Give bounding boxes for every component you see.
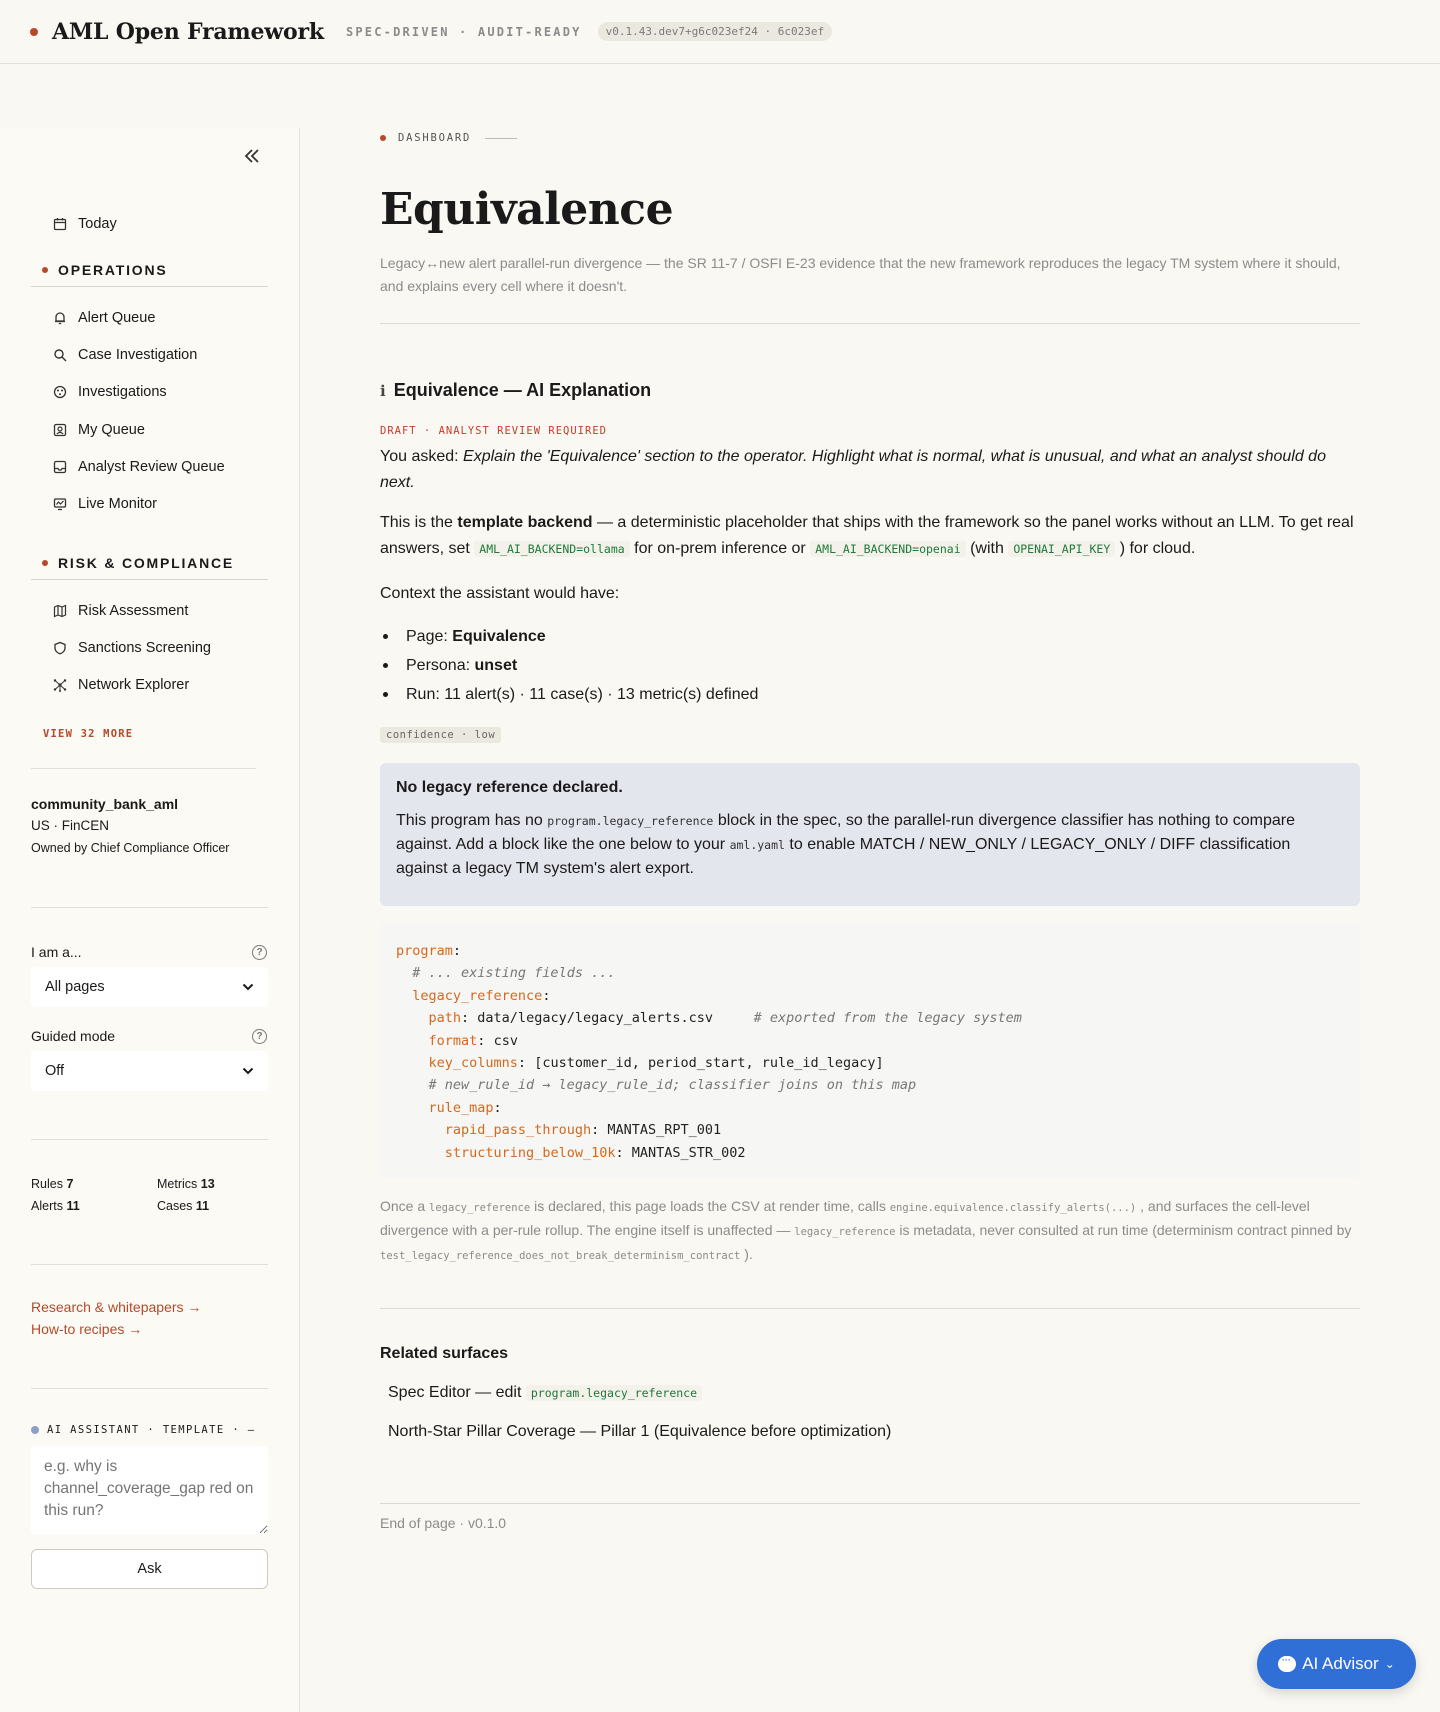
breadcrumb-label[interactable]: DASHBOARD xyxy=(398,132,472,144)
top-bar xyxy=(0,0,1440,64)
divider xyxy=(31,768,256,769)
bullet-label: Page: xyxy=(406,627,448,645)
ai-assistant-header xyxy=(31,1424,255,1436)
sidebar-item-label: My Queue xyxy=(78,422,145,438)
notice-title: No legacy reference declared. xyxy=(396,779,623,796)
bell-icon xyxy=(52,310,68,326)
footnote: Once a legacy_reference is declared, this page loads the CSV at render time, calls engine.equivalence.classify_alerts(...) , and surfaces the cell-level divergence with a per-rule rollup. The engine itself is unaffected — legacy_reference is metadata, never consulted at run time (determinism contract pinned by test_legacy_reference_does_not_break_determinism_contract ). xyxy=(380,1198,1352,1262)
asked-prefix: You asked: xyxy=(380,448,459,465)
sidebar-item-label: Analyst Review Queue xyxy=(78,459,225,475)
sidebar-item-label: Investigations xyxy=(78,384,167,400)
stat-cases xyxy=(157,1199,209,1213)
p-text: — a deterministic placeholder that ships with the framework so the panel works without an LLM. To get real answers, set xyxy=(380,514,1354,557)
list-item xyxy=(380,651,1360,680)
breadcrumb xyxy=(380,132,517,144)
guided-mode-label: Guided mode xyxy=(31,1028,116,1044)
calendar-icon xyxy=(52,216,68,232)
sidebar-item-label: Sanctions Screening xyxy=(78,640,211,656)
guided-mode-select[interactable] xyxy=(31,1051,268,1091)
inline-code: program.legacy_reference xyxy=(526,1385,702,1401)
divider xyxy=(380,1308,1360,1309)
notice-body xyxy=(396,809,1344,881)
list-item xyxy=(380,622,1360,651)
section-dot xyxy=(42,267,48,273)
search-icon xyxy=(52,347,68,363)
p-text: for on-prem inference or xyxy=(634,540,806,557)
inline-code: test_legacy_reference_does_not_break_determinism_contract xyxy=(380,1250,741,1262)
inline-code: aml.yaml xyxy=(729,838,785,852)
context-label: Context the assistant would have: xyxy=(380,585,620,602)
ai-explanation-title-text: Equivalence — AI Explanation xyxy=(393,380,652,400)
sidebar-item-label: Case Investigation xyxy=(78,347,198,363)
divider xyxy=(31,1264,268,1265)
page-subtitle: Legacy↔new alert parallel-run divergence — the SR 11-7 / OSFI E-23 evidence that the new framework reproduces the legacy TM system where it should, and explains every cell where it doesn't. xyxy=(380,255,1341,294)
chat-bubble-icon xyxy=(1278,1656,1296,1672)
inline-code: engine.equivalence.classify_alerts(...) xyxy=(889,1202,1137,1214)
org-name: community_bank_aml xyxy=(31,796,179,812)
network-icon xyxy=(52,677,68,693)
org-region: US · FinCEN xyxy=(31,818,110,833)
yaml-code-block: program: # ... existing fields ... legacy_reference: path: data/legacy/legacy_alerts.csv # exported from the legacy system format: csv key_columns: [customer_id, period_start, rule_id_legacy] # new_rule_id → legacy_rule_id; classifier joins on this map rule_map: rapid_pass_through: MANTAS_RPT_001 structuring_below_10k: MANTAS_STR_002 xyxy=(380,924,1360,1178)
sidebar xyxy=(0,128,300,1712)
stat-value: 11 xyxy=(195,1199,210,1213)
p-text: (with xyxy=(970,540,1004,557)
stat-label: Metrics xyxy=(157,1177,198,1191)
related-spec-editor-link[interactable]: Spec Editor — edit program.legacy_reference xyxy=(388,1384,702,1402)
persona-select[interactable] xyxy=(31,967,268,1007)
brand-title[interactable]: AML Open Framework xyxy=(52,18,324,45)
p-text: This program has no xyxy=(396,812,543,829)
ai-question-input[interactable] xyxy=(31,1446,268,1534)
ai-advisor-button[interactable] xyxy=(1257,1639,1416,1689)
section-title: OPERATIONS xyxy=(58,262,168,278)
ask-button[interactable]: Ask xyxy=(31,1549,268,1589)
chevron-down-icon xyxy=(242,979,254,995)
sidebar-item-analyst-review-queue[interactable] xyxy=(52,455,225,479)
sidebar-item-alert-queue[interactable] xyxy=(52,306,155,330)
divider xyxy=(31,1139,268,1140)
divider xyxy=(380,1503,1360,1504)
cog-icon xyxy=(52,384,68,400)
section-risk-compliance xyxy=(42,555,234,571)
sidebar-item-today[interactable] xyxy=(52,212,117,236)
context-list xyxy=(380,622,1360,709)
inline-code: AML_AI_BACKEND=openai xyxy=(810,541,965,557)
stat-label: Rules xyxy=(31,1177,63,1191)
related-pillar-coverage-link[interactable]: North-Star Pillar Coverage — Pillar 1 (Equivalence before optimization) xyxy=(388,1423,892,1440)
p-strong: template backend xyxy=(457,514,593,531)
asked-question: Explain the 'Equivalence' section to the operator. Highlight what is normal, what is unusual, and what an analyst should do next. xyxy=(380,448,1326,491)
section-divider xyxy=(31,579,268,580)
monitor-icon xyxy=(52,496,68,512)
inbox-icon xyxy=(52,459,68,475)
map-icon xyxy=(52,603,68,619)
sidebar-item-sanctions-screening[interactable] xyxy=(52,636,211,660)
bullet-value: Run: 11 alert(s) · 11 case(s) · 13 metric(s) defined xyxy=(406,685,759,703)
section-dot xyxy=(42,560,48,566)
org-owner: Owned by Chief Compliance Officer xyxy=(31,841,230,855)
bullet-value: Equivalence xyxy=(452,627,546,645)
advisor-label: AI Advisor xyxy=(1302,1654,1379,1673)
sidebar-item-investigations[interactable] xyxy=(52,380,167,404)
sidebar-item-case-investigation[interactable] xyxy=(52,343,197,367)
confidence-badge: confidence · low xyxy=(380,727,501,743)
research-link[interactable]: Research & whitepapers → xyxy=(31,1299,202,1315)
guided-mode-value: Off xyxy=(45,1063,65,1079)
view-more-link[interactable]: VIEW 32 MORE xyxy=(43,728,134,740)
legacy-notice xyxy=(380,763,1360,906)
page-title: Equivalence xyxy=(380,184,674,235)
divider xyxy=(31,1388,268,1389)
divider xyxy=(31,907,268,908)
status-dot xyxy=(31,1426,39,1434)
user-box-icon xyxy=(52,422,68,438)
info-icon: ℹ xyxy=(380,382,386,400)
section-operations xyxy=(42,262,168,278)
sidebar-item-label: Alert Queue xyxy=(78,310,156,326)
sidebar-item-label: Today xyxy=(78,216,117,232)
recipes-link[interactable]: How-to recipes → xyxy=(31,1321,143,1337)
sidebar-item-label: Network Explorer xyxy=(78,677,190,693)
stat-alerts xyxy=(31,1199,80,1213)
breadcrumb-line xyxy=(485,138,517,139)
inline-code: legacy_reference xyxy=(794,1226,896,1238)
sidebar-item-label: Risk Assessment xyxy=(78,603,189,619)
backend-paragraph xyxy=(380,510,1360,562)
persona-value: All pages xyxy=(45,979,105,995)
inline-code: OPENAI_API_KEY xyxy=(1008,541,1115,557)
chevrons-left-icon[interactable] xyxy=(238,144,266,168)
stat-value: 7 xyxy=(66,1177,74,1191)
divider xyxy=(380,323,1360,324)
persona-label: I am a... xyxy=(31,944,82,960)
bullet-label: Persona: xyxy=(406,656,471,674)
p-text: ) for cloud. xyxy=(1119,540,1196,557)
sidebar-item-network-explorer[interactable] xyxy=(52,673,189,697)
version-badge: v0.1.43.dev7+g6c023ef24 · 6c023ef xyxy=(598,22,833,41)
stat-metrics xyxy=(157,1177,215,1191)
chevron-down-icon: ⌄ xyxy=(1384,1657,1395,1671)
shield-icon xyxy=(52,640,68,656)
end-of-page: End of page · v0.1.0 xyxy=(380,1515,507,1531)
tagline: SPEC-DRIVEN · AUDIT-READY xyxy=(345,24,582,39)
sidebar-item-risk-assessment[interactable] xyxy=(52,599,188,623)
bullet-value: unset xyxy=(474,656,518,674)
section-title: RISK & COMPLIANCE xyxy=(58,555,235,571)
ai-assistant-title: AI ASSISTANT · TEMPLATE · — xyxy=(47,1424,256,1436)
inline-code: legacy_reference xyxy=(429,1202,531,1214)
p-text: to enable MATCH / NEW_ONLY / LEGACY_ONLY / DIFF classification against a legacy TM system's alert export. xyxy=(396,836,1291,877)
help-icon[interactable]: ? xyxy=(252,1029,267,1044)
section-divider xyxy=(31,286,268,287)
stat-label: Alerts xyxy=(31,1199,63,1213)
stat-value: 11 xyxy=(66,1199,80,1213)
inline-code: AML_AI_BACKEND=ollama xyxy=(474,541,629,557)
stat-label: Cases xyxy=(157,1199,193,1213)
sidebar-item-live-monitor[interactable] xyxy=(52,492,157,516)
stat-rules xyxy=(31,1177,73,1191)
draft-badge: DRAFT · ANALYST REVIEW REQUIRED xyxy=(380,425,607,437)
chevron-down-icon xyxy=(242,1063,254,1079)
sidebar-item-label: Live Monitor xyxy=(78,496,157,512)
inline-code: program.legacy_reference xyxy=(547,814,714,828)
help-icon[interactable]: ? xyxy=(252,945,267,960)
p-text: This is the xyxy=(380,514,453,531)
sidebar-item-my-queue[interactable] xyxy=(52,418,145,442)
ai-explanation-title xyxy=(380,380,651,401)
asked-paragraph xyxy=(380,444,1360,496)
related-title: Related surfaces xyxy=(380,1345,509,1362)
brand-dot xyxy=(30,28,38,36)
list-item xyxy=(380,680,1360,709)
p-text: block in the spec, so the parallel-run divergence classifier has nothing to compare against. Add a block like the one below to your xyxy=(396,812,1296,853)
breadcrumb-dot xyxy=(380,135,386,141)
stat-value: 13 xyxy=(200,1177,215,1191)
